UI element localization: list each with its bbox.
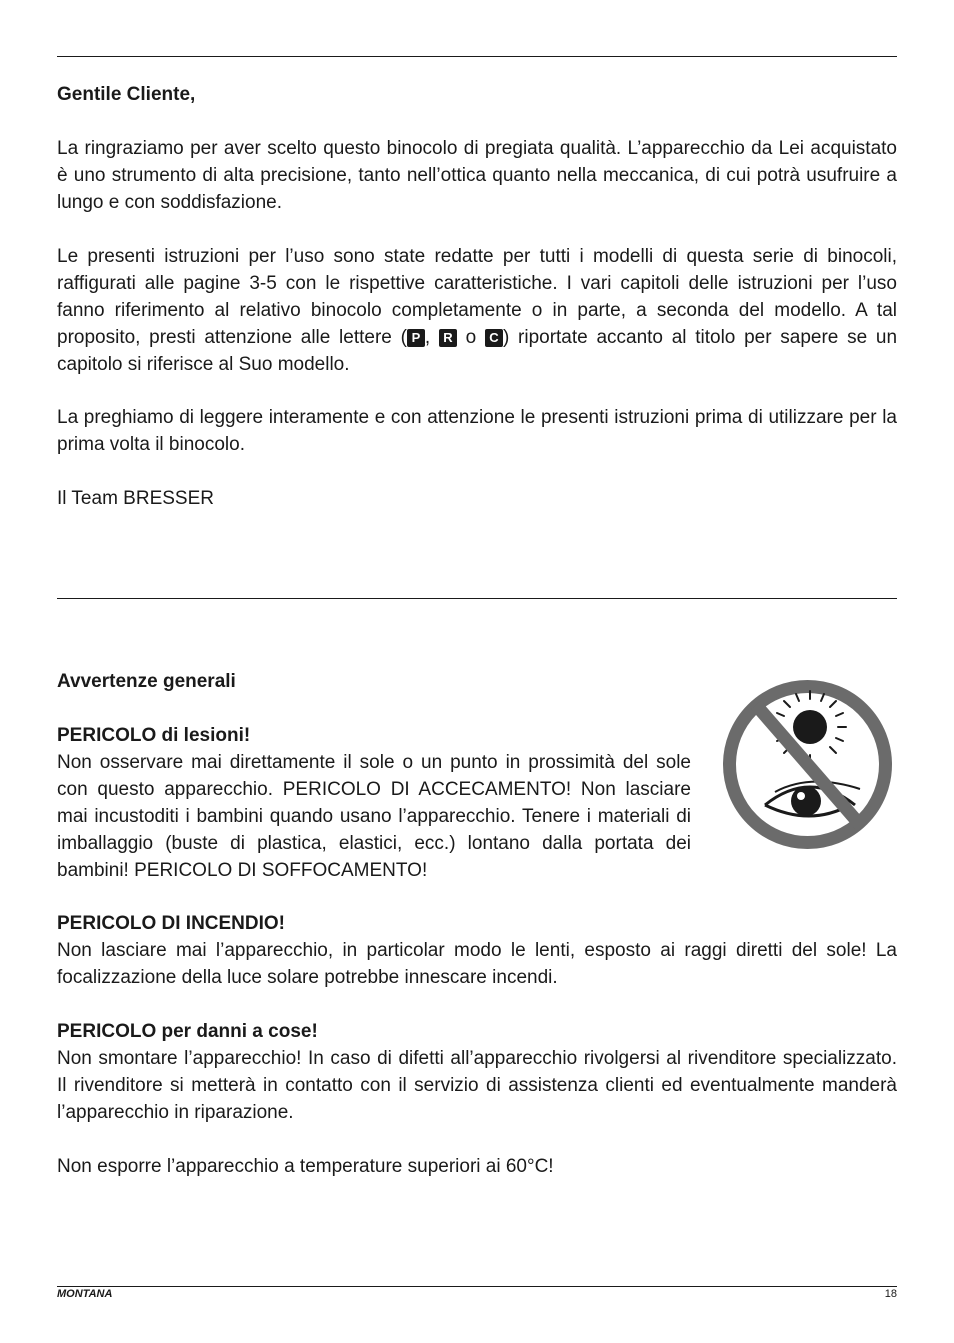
intro-paragraph-2-start: Le presenti istruzioni per l’uso sono state redatte per tutti i modelli di questa serie di binocoli, raffigurati alle pagine 3-5 con le rispettive caratteristiche. I vari capitoli delle istruzioni per l’uso fanno riferimento al relativo binocolo completamente o in parte, a seconda del modello. A tal proposito, presti attenzione alle lettere ( — [57, 246, 897, 348]
badge-p: P — [407, 329, 425, 347]
fire-text: Non lasciare mai l’apparecchio, in particolar modo le lenti, esposto ai raggi diretti del sole! La focalizzazione della luce solare potrebbe innescare incendi. — [57, 940, 897, 988]
intro-paragraph-3: La preghiamo di leggere interamente e con attenzione le presenti istruzioni prima di utilizzare per la prima volta il binocolo. — [57, 407, 897, 455]
badge-separator-2: o — [456, 327, 485, 348]
temperature-warning: Non esporre l’apparecchio a temperature superiori ai 60°C! — [57, 1156, 554, 1177]
signature: Il Team BRESSER — [57, 488, 214, 509]
warnings-title: Avvertenze generali — [57, 671, 236, 692]
intro-paragraph-2-end: ) riportate accanto al titolo per sapere se un capitolo si riferisce al Suo modello. — [57, 327, 898, 375]
fire-heading: PERICOLO DI INCENDIO! — [57, 913, 286, 934]
top-rule — [57, 56, 897, 57]
badge-r: R — [439, 329, 457, 347]
injury-text: Non osservare mai direttamente il sole o un punto in prossimità del sole con questo apparecchio. PERICOLO DI ACCECAMENTO! Non lasciare mai incustoditi i bambini quando usano l’apparecchio. Tenere i materiali di imballaggio (buste di plastica, elastici, ecc.) lontano dalla portata dei bambini! PERICOLO DI SOFFOCAMENTO! — [57, 752, 691, 881]
greeting: Gentile Cliente, — [57, 84, 196, 105]
damage-heading: PERICOLO per danni a cose! — [57, 1021, 318, 1042]
footer-brand: MONTANA — [57, 1288, 113, 1300]
damage-text: Non smontare l’apparecchio! In caso di difetti all’apparecchio rivolgersi al rivenditore specializzato. Il rivenditore si metterà in contatto con il servizio di assistenza clienti ed eventualmente manderà l’apparecchio in riparazione. — [57, 1048, 897, 1123]
sun-icon — [774, 691, 846, 763]
badge-c: C — [485, 329, 503, 347]
intro-paragraph-1: La ringraziamo per aver scelto questo binocolo di pregiata qualità. L’apparecchio da Lei acquistato è uno strumento di alta precisione, tanto nell’ottica quanto nella meccanica, di cui potrà usufruire a lungo e con soddisfazione. — [57, 138, 897, 213]
injury-heading: PERICOLO di lesioni! — [57, 725, 251, 746]
footer-rule — [57, 1286, 897, 1287]
intro-paragraph-2 — [57, 243, 897, 378]
page-number: 18 — [884, 1288, 897, 1300]
section-rule — [57, 598, 897, 599]
badge-separator-1: , — [424, 327, 439, 348]
no-sun-viewing-icon — [720, 677, 895, 852]
